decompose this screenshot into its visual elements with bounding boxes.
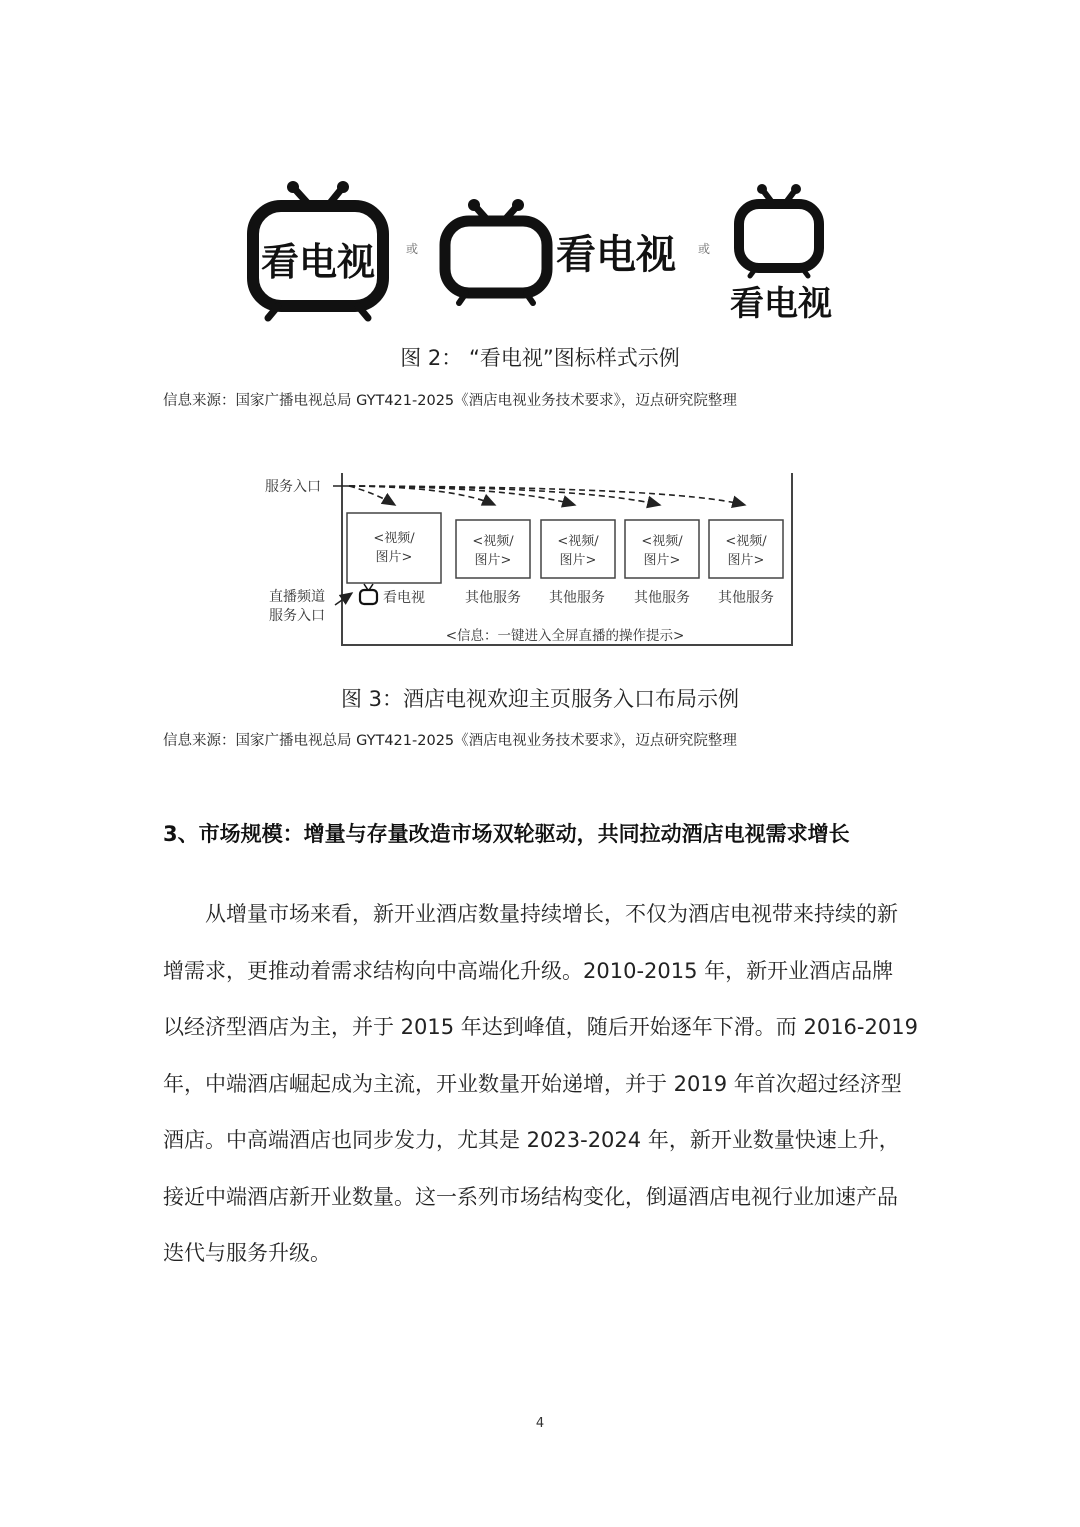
- small-tv-icon: [360, 584, 377, 604]
- info-line: <信息：一键进入全屏直播的操作提示>: [445, 628, 685, 644]
- welcome-page-layout-diagram: [255, 465, 800, 655]
- svg-text:图片>: 图片>: [643, 553, 681, 568]
- svg-text:看电视: 看电视: [730, 284, 832, 324]
- svg-text:其他服务: 其他服务: [634, 590, 690, 606]
- svg-text:<视频/: <视频/: [373, 531, 415, 546]
- paragraph-line: 以经济型酒店为主，并于 2015 年达到峰值，随后开始逐年下滑。而 2016-2019: [163, 1015, 918, 1039]
- paragraph-line: 迭代与服务升级。: [163, 1241, 331, 1265]
- tile-5: [709, 520, 783, 578]
- svg-text:<视频/: <视频/: [725, 534, 767, 549]
- tile-2: [456, 520, 530, 578]
- svg-text:图片>: 图片>: [474, 553, 512, 568]
- figure3-source: 信息来源：国家广播电视总局 GYT421-2025《酒店电视业务技术要求》，迈点研究院整理: [163, 733, 737, 749]
- svg-text:<视频/: <视频/: [641, 534, 683, 549]
- page-number: 4: [535, 1416, 545, 1431]
- body-paragraph: [163, 886, 923, 1282]
- tv-logo-text-below-icon: [730, 184, 832, 324]
- svg-text:看电视: 看电视: [383, 590, 425, 606]
- svg-text:<视频/: <视频/: [557, 534, 599, 549]
- svg-text:其他服务: 其他服务: [718, 590, 774, 606]
- svg-text:看电视: 看电视: [260, 240, 376, 284]
- figure2-caption: 图 2： “看电视”图标样式示例: [400, 346, 680, 370]
- svg-text:其他服务: 其他服务: [549, 590, 605, 606]
- tile-3: [541, 520, 615, 578]
- service-entry-label: 服务入口: [265, 479, 321, 495]
- paragraph-line: 从增量市场来看，新开业酒店数量持续增长，不仅为酒店电视带来持续的新: [205, 902, 898, 926]
- tv-logo-text-beside-icon: [445, 199, 676, 303]
- live-channel-label: 直播频道: [269, 589, 325, 605]
- tile-1: [347, 513, 441, 583]
- svg-text:图片>: 图片>: [727, 553, 765, 568]
- paragraph-line: 接近中端酒店新开业数量。这一系列市场结构变化，倒逼酒店电视行业加速产品: [163, 1184, 898, 1209]
- svg-text:其他服务: 其他服务: [465, 590, 521, 606]
- svg-text:图片>: 图片>: [375, 550, 413, 565]
- paragraph-line: 年，中端酒店崛起成为主流，开业数量开始递增，并于 2019 年首次超过经济型: [163, 1071, 902, 1096]
- service-entry-arrows: [349, 486, 745, 505]
- svg-text:<视频/: <视频/: [472, 534, 514, 549]
- svg-text:或: 或: [697, 242, 711, 256]
- section-heading: 3、市场规模：增量与存量改造市场双轮驱动，共同拉动酒店电视需求增长: [163, 822, 850, 846]
- figure2-source: 信息来源：国家广播电视总局 GYT421-2025《酒店电视业务技术要求》，迈点研究院整理: [163, 393, 737, 409]
- tv-icon-examples-figure: [240, 175, 840, 330]
- svg-text:服务入口: 服务入口: [269, 608, 325, 624]
- svg-text:看电视: 看电视: [556, 232, 676, 278]
- svg-text:或: 或: [405, 242, 419, 256]
- paragraph-line: 增需求，更推动着需求结构向中高端化升级。2010-2015 年，新开业酒店品牌: [163, 958, 894, 983]
- tile-4: [625, 520, 699, 578]
- tv-logo-text-inside-icon: [253, 181, 383, 318]
- paragraph-line: 酒店。中高端酒店也同步发力，尤其是 2023-2024 年，新开业数量快速上升，: [163, 1128, 900, 1152]
- figure3-caption: 图 3：酒店电视欢迎主页服务入口布局示例: [340, 687, 740, 711]
- svg-text:图片>: 图片>: [559, 553, 597, 568]
